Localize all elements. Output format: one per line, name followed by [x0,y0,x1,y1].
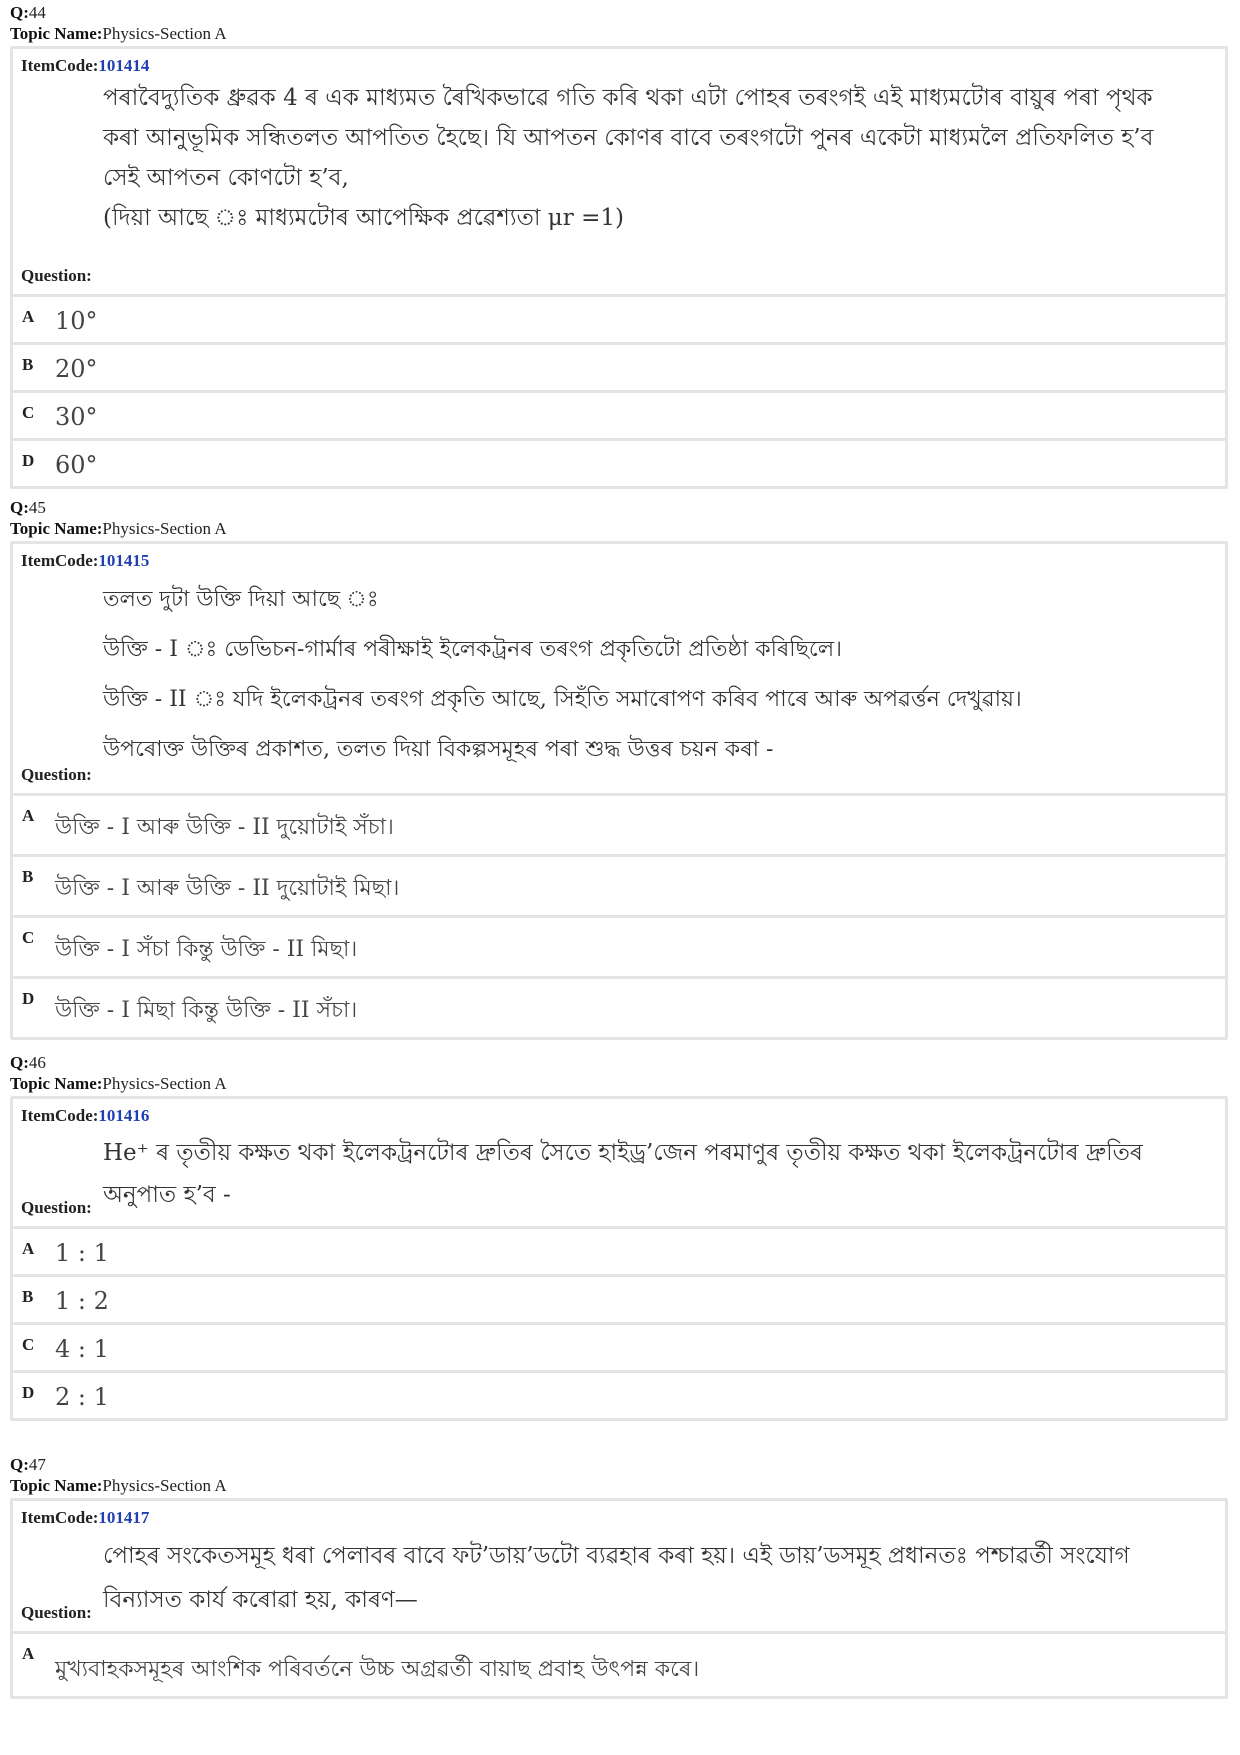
option-text: উক্তি - I আৰু উক্তি - II দুয়োটাই সঁচা। [55,815,394,840]
option-text: 60° [55,451,98,479]
topic-line: Topic Name:Physics-Section A [10,24,227,43]
question-card [10,1096,1228,1421]
item-code: ItemCode:101414 [21,56,150,75]
option-row[interactable]: A 1 : 1 [13,1229,1225,1277]
item-code: ItemCode:101417 [21,1508,150,1527]
option-text: উক্তি - I আৰু উক্তি - II দুয়োটাই মিছা। [55,876,400,901]
question-label: Question: [21,1603,92,1622]
question-block-46 [10,1052,1228,1421]
option-text: 20° [55,355,98,383]
item-code: ItemCode:101415 [21,551,150,570]
question-block-45 [10,497,1228,1040]
question-block-44 [10,2,1228,489]
question-row [13,76,1225,297]
question-label: Question: [21,765,92,784]
question-row [13,571,1225,796]
question-number: Q:46 [10,1053,46,1072]
item-code: ItemCode:101416 [21,1106,150,1125]
topic-line: Topic Name:Physics-Section A [10,1476,227,1495]
option-row[interactable]: A মুখ্যবাহকসমূহৰ আংশিক পৰিবৰ্তনে উচ্চ অগ্ৰৱৰ্তী বায়াছ প্ৰবাহ উৎপন্ন কৰে। [13,1634,1225,1696]
option-text: উক্তি - I সঁচা কিন্তু উক্তি - II মিছা। [55,937,358,962]
question-number: Q:47 [10,1455,46,1474]
question-card [10,541,1228,1040]
question-number: Q:44 [10,3,46,22]
option-row[interactable]: D 2 : 1 [22,1383,109,1411]
option-row[interactable]: D উক্তি - I মিছা কিন্তু উক্তি - II সঁচা। [13,979,1225,1037]
option-row[interactable]: D 60° [22,451,98,479]
option-row[interactable]: B 1 : 2 [13,1277,1225,1325]
topic-line: Topic Name:Physics-Section A [10,519,227,538]
question-text: পোহৰ সংকেতসমূহ ধৰা পেলাবৰ বাবে ফট’ডায়’ডটো ব্যৱহাৰ কৰা হয়। এই ডায়’ডসমূহ প্ৰধানতঃ পশ্চাৱৰ্তী সংযোগ বিন্যাসত কাৰ্য কৰোৱা হয়, কাৰণ— [103,1543,1130,1613]
question-number: Q:45 [10,498,46,517]
option-row[interactable]: C 4 : 1 [13,1325,1225,1373]
option-text: 1 : 1 [55,1239,109,1267]
question-text: তলত দুটা উক্তি দিয়া আছে ঃ উক্তি - I ঃ ডেভিচন-গাৰ্মাৰ পৰীক্ষাই ইলেকট্ৰনৰ তৰংগ প্ৰকৃতিটো প্ৰতিষ্ঠা কৰিছিলে। উক্তি - II ঃ যদি ইলেকট্ৰনৰ তৰংগ প্ৰকৃতি আছে, সিহঁতি সমাৰোপণ কৰিব পাৰে আৰু অপৱৰ্ত্তন দেখুৱায়। উপৰোক্ত উক্তিৰ প্ৰকাশত, তলত দিয়া বিকল্পসমূহৰ পৰা শুদ্ধ উত্তৰ চয়ন কৰা - [103,587,1022,762]
option-row[interactable]: C উক্তি - I সঁচা কিন্তু উক্তি - II মিছা। [13,918,1225,979]
option-row[interactable]: B উক্তি - I আৰু উক্তি - II দুয়োটাই মিছা। [13,857,1225,918]
option-row[interactable]: C 30° [13,393,1225,441]
question-label: Question: [21,1198,92,1217]
question-block-47 [10,1454,1228,1699]
option-row[interactable]: B 20° [13,345,1225,393]
question-row [13,1126,1225,1229]
option-text: 2 : 1 [55,1383,109,1411]
option-text: মুখ্যবাহকসমূহৰ আংশিক পৰিবৰ্তনে উচ্চ অগ্ৰৱৰ্তী বায়াছ প্ৰবাহ উৎপন্ন কৰে। [55,1657,700,1682]
question-label: Question: [21,266,92,285]
question-text: পৰাবৈদ্যুতিক ধ্ৰুৱক 4 ৰ এক মাধ্যমত ৰৈখিকভাৱে গতি কৰি থকা এটা পোহৰ তৰংগই এই মাধ্যমটোৰ বায়ুৰ পৰা পৃথক কৰা আনুভূমিক সন্ধিতলত আপতিত হৈছে। যি আপতন কোণৰ বাবে তৰংগটো পুনৰ একেটা মাধ্যমলৈ প্ৰতিফলিত হ’ব সেই আপতন কোণটো হ’ব, (দিয়া আছে ঃ মাধ্যমটোৰ আপেক্ষিক প্ৰৱেশ্যতা μr =1) [103,85,1154,231]
option-row[interactable]: A উক্তি - I আৰু উক্তি - II দুয়োটাই সঁচা। [13,796,1225,857]
option-text: 1 : 2 [55,1287,109,1315]
option-text: 4 : 1 [55,1335,109,1363]
question-card [10,46,1228,489]
option-text: উক্তি - I মিছা কিন্তু উক্তি - II সঁচা। [55,998,358,1023]
option-row[interactable]: A 10° [13,297,1225,345]
option-text: 30° [55,403,98,431]
question-card [10,1498,1228,1699]
question-text: He⁺ ৰ তৃতীয় কক্ষত থকা ইলেকট্ৰনটোৰ দ্ৰুতিৰ সৈতে হাইড্ৰ’জেন পৰমাণুৰ তৃতীয় কক্ষত থকা ইলেকট্ৰনটোৰ দ্ৰুতিৰ অনুপাত হ’ব - [103,1140,1143,1208]
option-text: 10° [55,307,98,335]
topic-line: Topic Name:Physics-Section A [10,1074,227,1093]
question-row [13,1528,1225,1634]
